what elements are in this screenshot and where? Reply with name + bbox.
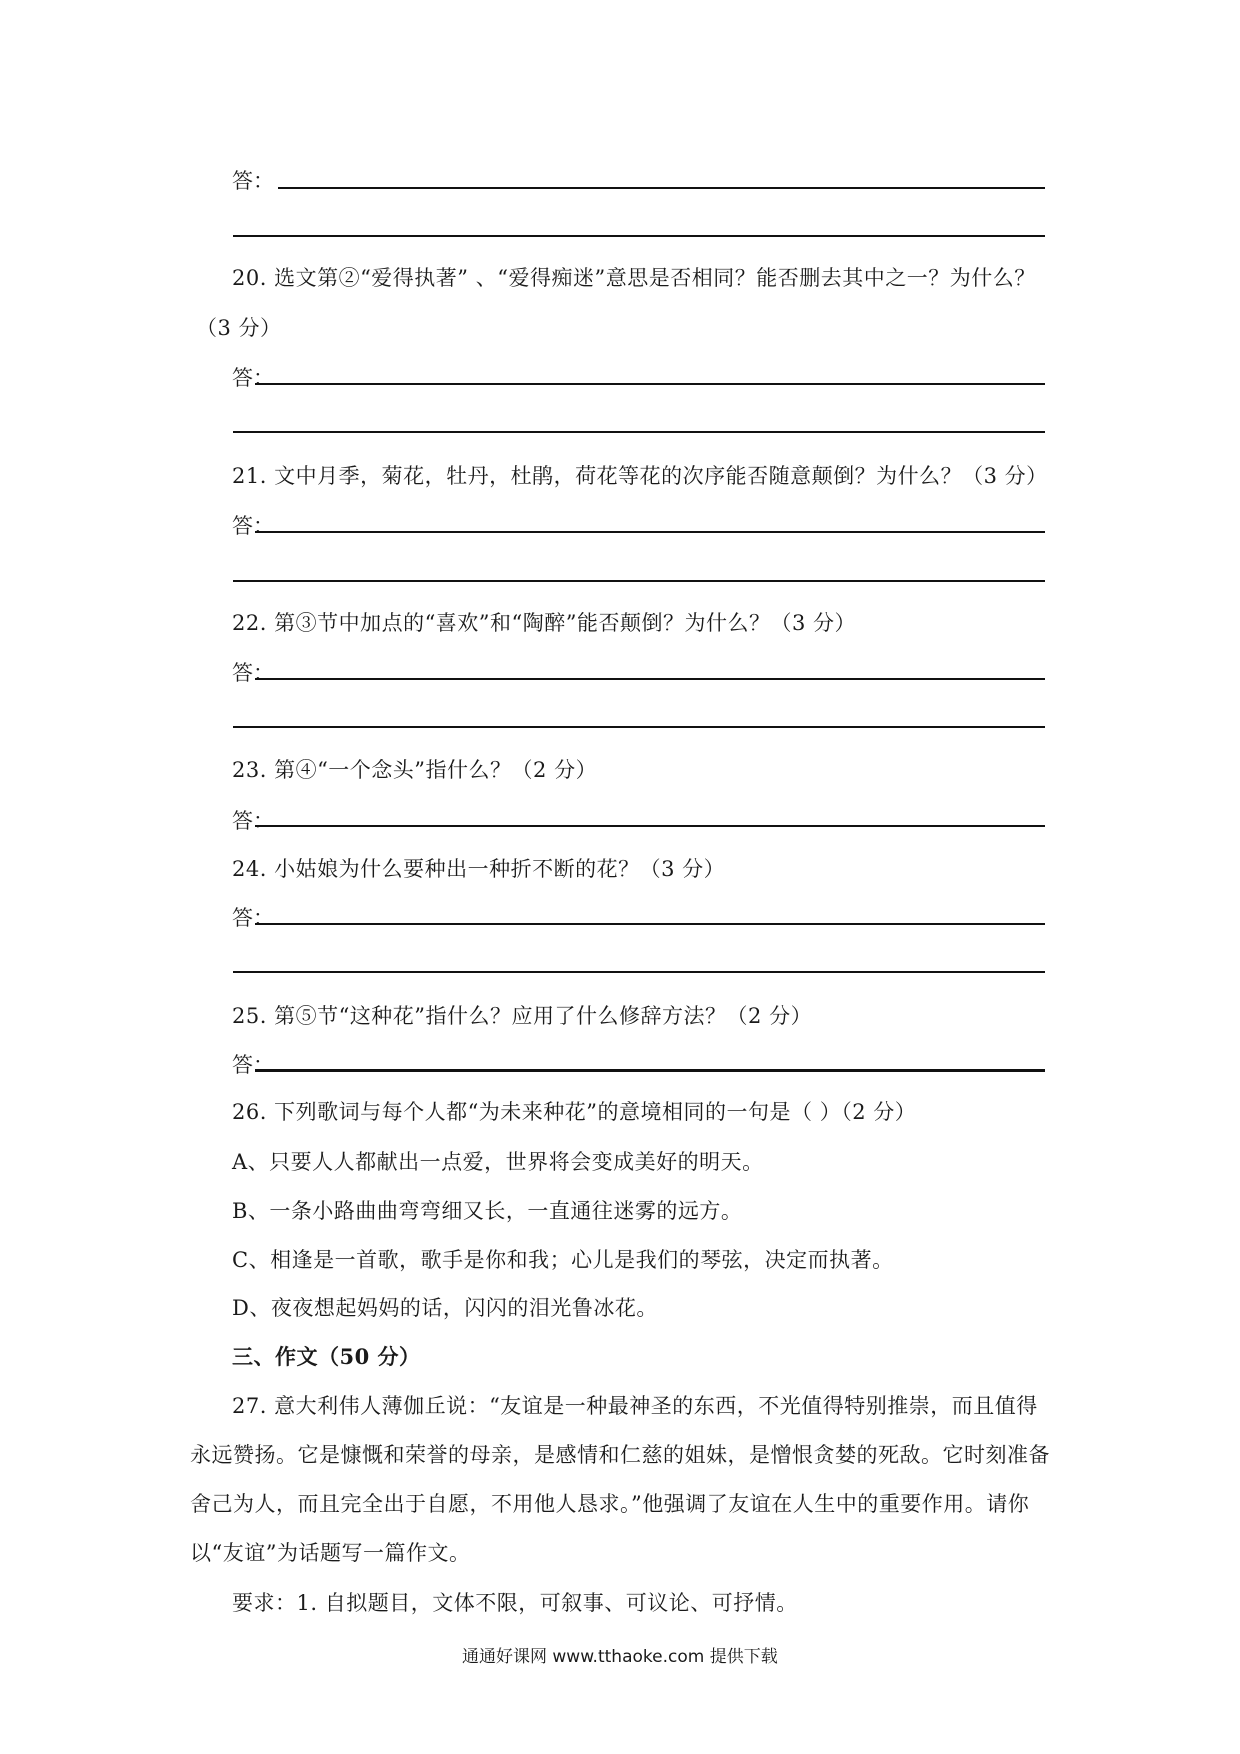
- answer-label: 答：: [232, 661, 274, 685]
- question-20-text: 20. 选文第②“爱得执著” 、“爱得痴迷”意思是否相同？能否删去其中之一？为什么？: [232, 266, 1036, 290]
- answer-line: [233, 580, 1045, 582]
- question-24-text: 24. 小姑娘为什么要种出一种折不断的花？（3 分）: [232, 857, 726, 881]
- answer-label: 答：: [232, 906, 274, 930]
- answer-line: [255, 825, 1045, 827]
- answer-label: 答：: [232, 514, 274, 538]
- section-3-heading: 三、作文（50 分）: [232, 1344, 421, 1369]
- question-25-text: 25. 第⑤节“这种花”指什么？应用了什么修辞方法？（2 分）: [232, 1004, 813, 1028]
- answer-line: [255, 923, 1045, 925]
- option-c: C、相逢是一首歌，歌手是你和我；心儿是我们的琴弦，决定而执著。: [232, 1248, 894, 1272]
- question-27-requirement: 要求：1. 自拟题目，文体不限，可叙事、可议论、可抒情。: [232, 1591, 798, 1615]
- question-27-line-2: 永远赞扬。它是慷慨和荣誉的母亲，是感情和仁慈的姐妹，是憎恨贪婪的死敌。它时刻准备: [190, 1443, 1050, 1467]
- answer-line: [255, 383, 1045, 385]
- answer-label: 答：: [232, 169, 274, 193]
- answer-line: [255, 531, 1045, 533]
- option-a: A、只要人人都献出一点爱，世界将会变成美好的明天。: [232, 1150, 764, 1174]
- answer-label: 答：: [232, 1053, 274, 1077]
- option-d: D、夜夜想起妈妈的话，闪闪的泪光鲁冰花。: [232, 1296, 658, 1320]
- question-20-score: （3 分）: [196, 316, 282, 340]
- question-22-text: 22. 第③节中加点的“喜欢”和“陶醉”能否颠倒？为什么？（3 分）: [232, 611, 857, 635]
- answer-label: 答：: [232, 809, 274, 833]
- answer-line: [233, 726, 1045, 728]
- answer-line: [233, 971, 1045, 973]
- answer-line: [255, 1069, 1045, 1072]
- answer-line: [233, 235, 1045, 237]
- page-footer: 通通好课网 www.tthaoke.com 提供下载: [462, 1647, 778, 1667]
- question-21-text: 21. 文中月季，菊花，牡丹，杜鹃，荷花等花的次序能否随意颠倒？为什么？（3 分）: [232, 464, 1048, 488]
- question-26-text: 26. 下列歌词与每个人都“为未来种花”的意境相同的一句是（ ）（2 分）: [232, 1100, 917, 1124]
- question-27-line-1: 27. 意大利伟人薄伽丘说：“友谊是一种最神圣的东西，不光值得特别推崇，而且值得: [232, 1394, 1038, 1418]
- answer-line: [255, 678, 1045, 680]
- question-27-line-3: 舍己为人，而且完全出于自愿，不用他人恳求。”他强调了友谊在人生中的重要作用。请你: [190, 1492, 1030, 1516]
- answer-line: [233, 431, 1045, 433]
- answer-line: [278, 187, 1045, 189]
- option-b: B、一条小路曲曲弯弯细又长，一直通往迷雾的远方。: [232, 1199, 743, 1223]
- question-23-text: 23. 第④“一个念头”指什么？（2 分）: [232, 758, 598, 782]
- question-27-line-4: 以“友谊”为话题写一篇作文。: [190, 1541, 471, 1565]
- answer-label: 答：: [232, 366, 274, 390]
